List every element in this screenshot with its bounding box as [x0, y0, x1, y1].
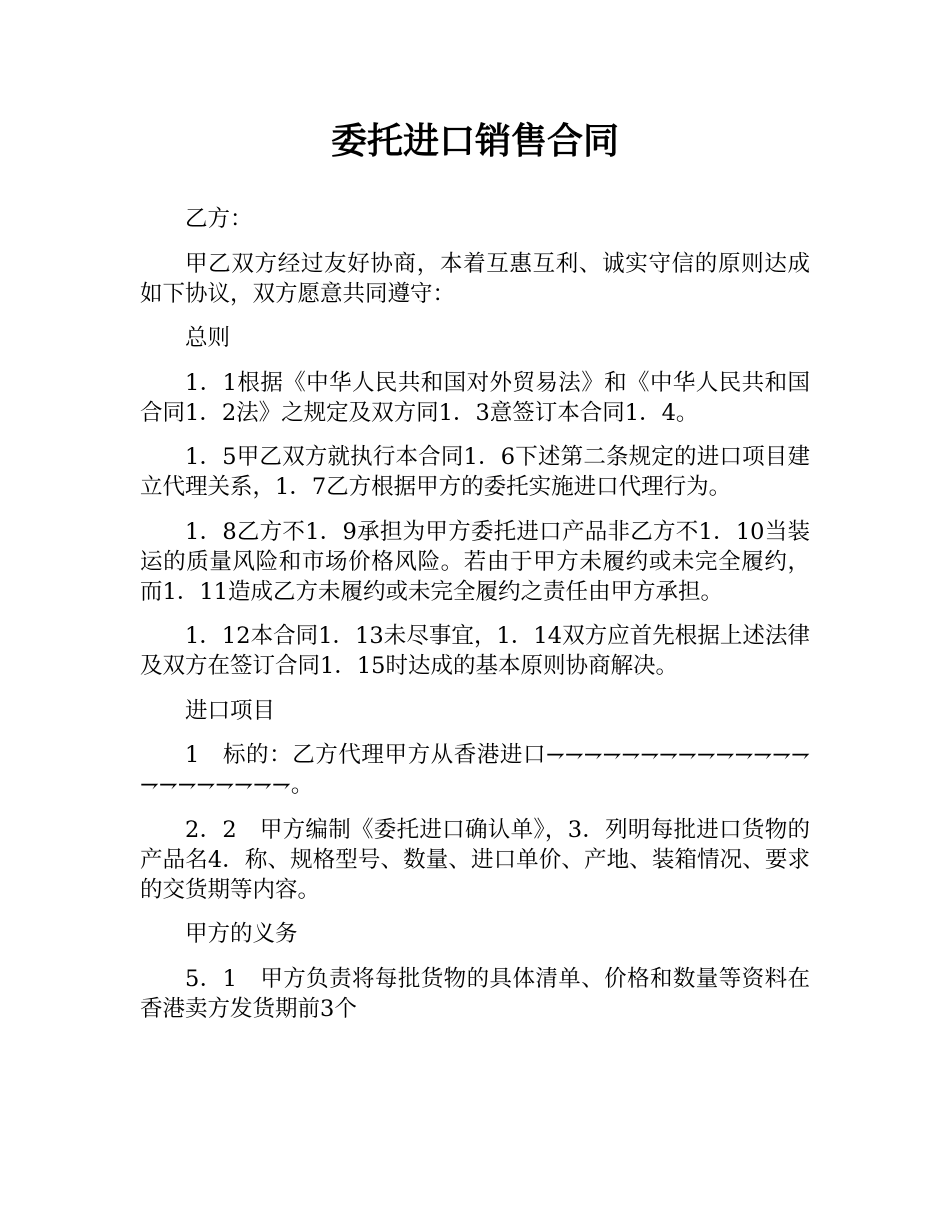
clause-paragraph: 1．8乙方不1．9承担为甲方委托进口产品非乙方不1．10当装运的质量风险和市场价格风险。若由于甲方未履约或未完全履约，而1．11造成乙方未履约或未完全履约之责任由甲方承担。	[140, 518, 810, 605]
clause-paragraph: 1 标的：乙方代理甲方从香港进口⇁⇁⇁⇁⇁⇁⇁⇁⇁⇁⇁⇁⇁⇁⇁⇁⇁⇁⇁⇁⇁⇁。	[140, 742, 810, 798]
clause-paragraph: 1．1根据《中华人民共和国对外贸易法》和《中华人民共和国合同1．2法》之规定及双方同1．3意签订本合同1．4。	[140, 369, 810, 426]
section-heading-general: 总则	[185, 325, 231, 351]
section-heading-import-project: 进口项目	[185, 697, 276, 724]
clause-paragraph: 1．5甲乙双方就执行本合同1．6下述第二条规定的进口项目建立代理关系，1．7乙方根据甲方的委托实施进口代理行为。	[140, 444, 810, 500]
document-title: 委托进口销售合同	[330, 121, 619, 162]
clause-paragraph: 2．2 甲方编制《委托进口确认单》，3．列明每批进口货物的产品名4．称、规格型号、数量、进口单价、产地、装箱情况、要求的交货期等内容。	[140, 816, 810, 903]
section-heading-party-a-obligations: 甲方的义务	[185, 921, 298, 947]
clause-paragraph: 5．1 甲方负责将每批货物的具体清单、价格和数量等资料在香港卖方发货期前3个	[140, 965, 810, 1022]
preamble-paragraph: 甲乙双方经过友好协商，本着互惠互利、诚实守信的原则达成如下协议，双方愿意共同遵守：	[140, 250, 810, 307]
clause-paragraph: 1．12本合同1．13未尽事宜，1．14双方应首先根据上述法律及双方在签订合同1．15时达成的基本原则协商解决。	[140, 623, 810, 679]
party-b-line: 乙方：	[185, 206, 253, 232]
document-body	[140, 204, 810, 1038]
